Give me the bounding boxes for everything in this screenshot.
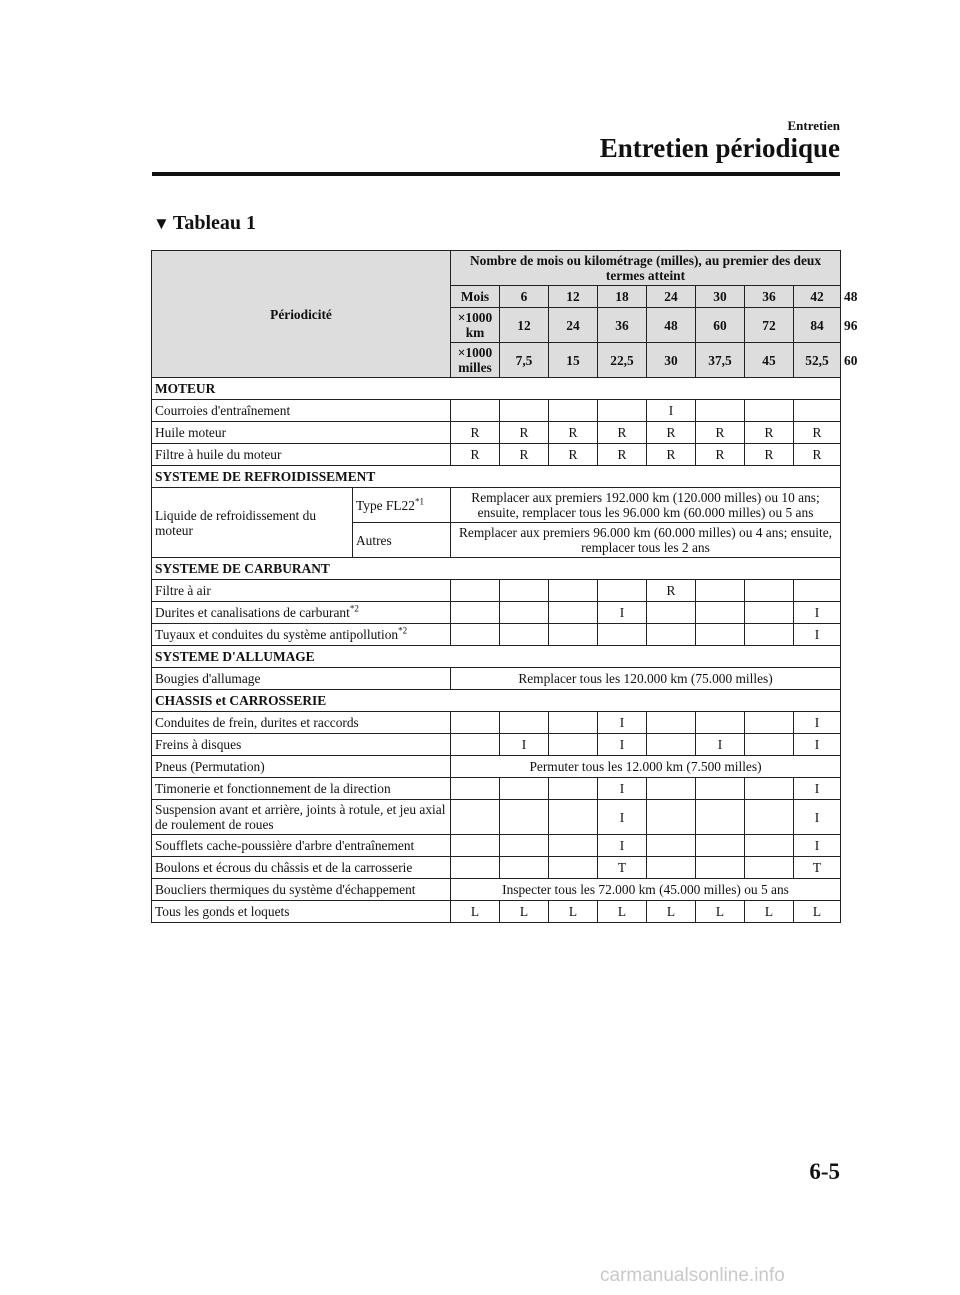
table-row — [152, 778, 841, 800]
schedule-cell — [500, 712, 549, 734]
interval-cell: 36 — [745, 286, 794, 308]
section-title: SYSTEME DE CARBURANT — [152, 558, 841, 580]
schedule-cell: L — [549, 901, 598, 923]
schedule-cell — [745, 712, 794, 734]
table-row — [152, 400, 841, 422]
item-label: Courroies d'entraînement — [152, 400, 451, 422]
schedule-cell — [451, 835, 500, 857]
item-label: Tuyaux et conduites du système antipollution$^{*2}$ — [152, 624, 451, 646]
item-label: Tous les gonds et loquets — [152, 901, 451, 923]
schedule-cell: L — [745, 901, 794, 923]
table-row — [152, 580, 841, 602]
schedule-cell — [451, 778, 500, 800]
schedule-cell: L — [500, 901, 549, 923]
item-label: Liquide de refroidissement du moteur — [152, 488, 353, 558]
schedule-cell: I — [794, 778, 841, 800]
schedule-cell — [745, 835, 794, 857]
item-label: Freins à disques — [152, 734, 451, 756]
schedule-cell — [696, 857, 745, 879]
interval-cell: 12 — [500, 308, 549, 343]
schedule-cell — [549, 580, 598, 602]
interval-cell: 12 — [549, 286, 598, 308]
section-moteur — [152, 378, 841, 400]
coolant-type-label: Autres — [353, 523, 451, 558]
section-refroidissement — [152, 466, 841, 488]
footnote-ref: *1 — [414, 496, 424, 507]
schedule-text: Remplacer aux premiers 96.000 km (60.000 milles) ou 4 ans; ensuite, remplacer tous les 2 ans — [451, 523, 841, 558]
table-row — [152, 422, 841, 444]
schedule-cell — [696, 400, 745, 422]
item-label: Suspension avant et arrière, joints à rotule, et jeu axial de roulement de roues — [152, 800, 451, 835]
section-title: SYSTEME DE REFROIDISSEMENT — [152, 466, 841, 488]
schedule-text: Remplacer tous les 120.000 km (75.000 milles) — [451, 668, 841, 690]
schedule-cell — [500, 800, 549, 835]
schedule-cell — [647, 835, 696, 857]
table-row — [152, 756, 841, 778]
schedule-cell: R — [794, 422, 841, 444]
interval-row-km: ×1000 km 12 24 36 48 60 72 84 96 — [152, 308, 841, 343]
schedule-cell: I — [794, 624, 841, 646]
schedule-cell — [745, 580, 794, 602]
periodicity-label: Périodicité — [152, 251, 451, 378]
schedule-cell: R — [500, 422, 549, 444]
item-label: Huile moteur — [152, 422, 451, 444]
interval-cell: 18 — [598, 286, 647, 308]
schedule-cell — [647, 800, 696, 835]
schedule-cell — [451, 400, 500, 422]
interval-cell: 45 — [745, 343, 794, 378]
schedule-cell: L — [451, 901, 500, 923]
interval-cell: 48 — [647, 308, 696, 343]
schedule-cell — [696, 800, 745, 835]
schedule-cell — [696, 602, 745, 624]
section-carburant — [152, 558, 841, 580]
schedule-cell: I — [794, 602, 841, 624]
schedule-cell — [696, 835, 745, 857]
interval-cell: 60 — [696, 308, 745, 343]
table-row — [152, 444, 841, 466]
coolant-type-label: Type FL22$^{*1}$ — [353, 488, 451, 523]
schedule-cell: R — [549, 444, 598, 466]
schedule-cell — [647, 624, 696, 646]
schedule-cell: R — [451, 422, 500, 444]
schedule-cell: I — [598, 778, 647, 800]
schedule-cell: L — [696, 901, 745, 923]
schedule-cell — [745, 800, 794, 835]
section-title: MOTEUR — [152, 378, 841, 400]
interval-cell: 42 — [794, 286, 841, 308]
schedule-cell: I — [794, 835, 841, 857]
table-row — [152, 712, 841, 734]
table-title — [153, 212, 256, 235]
schedule-cell — [549, 712, 598, 734]
item-label: Bougies d'allumage — [152, 668, 451, 690]
schedule-text: Inspecter tous les 72.000 km (45.000 milles) ou 5 ans — [451, 879, 841, 901]
section-chassis — [152, 690, 841, 712]
schedule-cell — [549, 857, 598, 879]
schedule-cell: I — [647, 400, 696, 422]
schedule-cell — [500, 602, 549, 624]
item-label: Filtre à huile du moteur — [152, 444, 451, 466]
schedule-cell — [598, 400, 647, 422]
schedule-cell — [696, 712, 745, 734]
schedule-cell — [696, 624, 745, 646]
schedule-cell — [549, 400, 598, 422]
triangle-down-icon: ▼ — [153, 214, 170, 233]
schedule-text: Remplacer aux premiers 192.000 km (120.000 milles) ou 10 ans; ensuite, remplacer tous les 96.000 km (60.000 milles) ou 5 ans — [451, 488, 841, 523]
table-row — [152, 602, 841, 624]
schedule-cell — [745, 602, 794, 624]
schedule-cell: I — [500, 734, 549, 756]
interval-cell: 7,5 — [500, 343, 549, 378]
schedule-cell — [500, 835, 549, 857]
schedule-cell: I — [696, 734, 745, 756]
interval-cell: 30 — [647, 343, 696, 378]
schedule-cell: R — [794, 444, 841, 466]
schedule-cell — [745, 400, 794, 422]
table-row — [152, 624, 841, 646]
interval-row-months: Mois 6 12 18 24 30 36 42 48 — [152, 286, 841, 308]
schedule-cell: R — [647, 444, 696, 466]
interval-cell: 22,5 — [598, 343, 647, 378]
schedule-cell — [794, 580, 841, 602]
schedule-cell: R — [647, 422, 696, 444]
interval-cell: 6 — [500, 286, 549, 308]
schedule-cell — [500, 624, 549, 646]
schedule-cell — [794, 400, 841, 422]
schedule-cell: L — [794, 901, 841, 923]
schedule-cell — [549, 800, 598, 835]
schedule-cell: R — [451, 444, 500, 466]
table-title-text: Tableau 1 — [172, 212, 257, 234]
table-row — [152, 901, 841, 923]
table-row — [152, 800, 841, 835]
item-label: Pneus (Permutation) — [152, 756, 451, 778]
table-row — [152, 734, 841, 756]
schedule-cell — [647, 857, 696, 879]
schedule-cell — [647, 778, 696, 800]
schedule-cell: T — [598, 857, 647, 879]
schedule-cell — [500, 778, 549, 800]
schedule-cell — [745, 778, 794, 800]
schedule-cell — [500, 400, 549, 422]
schedule-cell — [549, 602, 598, 624]
interval-label: ×1000 km — [451, 308, 500, 343]
table-row — [152, 857, 841, 879]
interval-cell: 15 — [549, 343, 598, 378]
schedule-cell: I — [598, 835, 647, 857]
section-title: SYSTEME D'ALLUMAGE — [152, 646, 841, 668]
page-number: 6-5 — [809, 1159, 840, 1184]
schedule-cell — [647, 712, 696, 734]
schedule-cell: R — [598, 422, 647, 444]
schedule-cell — [451, 734, 500, 756]
schedule-cell: I — [794, 712, 841, 734]
interval-caption: Nombre de mois ou kilométrage (milles), au premier des deux termes atteint — [451, 251, 841, 286]
schedule-cell: I — [598, 734, 647, 756]
section-allumage — [152, 646, 841, 668]
schedule-cell — [745, 857, 794, 879]
schedule-cell — [549, 835, 598, 857]
schedule-cell: I — [794, 800, 841, 835]
schedule-cell — [500, 857, 549, 879]
item-label: Conduites de frein, durites et raccords — [152, 712, 451, 734]
schedule-cell — [451, 800, 500, 835]
schedule-cell — [451, 580, 500, 602]
footnote-ref: *2 — [349, 603, 359, 614]
item-label: Soufflets cache-poussière d'arbre d'entraînement — [152, 835, 451, 857]
schedule-cell: R — [647, 580, 696, 602]
schedule-cell: L — [647, 901, 696, 923]
interval-cell: 72 — [745, 308, 794, 343]
schedule-cell — [745, 624, 794, 646]
schedule-cell — [696, 580, 745, 602]
schedule-cell — [451, 857, 500, 879]
schedule-cell: R — [598, 444, 647, 466]
footnote-ref: *2 — [398, 625, 408, 636]
section-title: CHASSIS et CARROSSERIE — [152, 690, 841, 712]
table-row — [152, 488, 841, 523]
schedule-text: Permuter tous les 12.000 km (7.500 milles) — [451, 756, 841, 778]
schedule-cell — [745, 734, 794, 756]
item-label: Boucliers thermiques du système d'échappement — [152, 879, 451, 901]
interval-cell: 36 — [598, 308, 647, 343]
maintenance-table — [151, 250, 858, 923]
schedule-cell: R — [500, 444, 549, 466]
schedule-cell: R — [696, 444, 745, 466]
interval-row-miles: ×1000 milles 7,5 15 22,5 30 37,5 45 52,5 60 — [152, 343, 841, 378]
interval-cell: 24 — [549, 308, 598, 343]
interval-label: ×1000 milles — [451, 343, 500, 378]
page-title: Entretien périodique — [599, 133, 840, 163]
interval-cell: 52,5 — [794, 343, 841, 378]
interval-label: Mois — [451, 286, 500, 308]
watermark: carmanualsonline.info — [600, 1265, 785, 1286]
schedule-cell — [549, 734, 598, 756]
item-label: Timonerie et fonctionnement de la direction — [152, 778, 451, 800]
header-rule — [152, 172, 840, 176]
schedule-cell — [451, 624, 500, 646]
item-label: Boulons et écrous du châssis et de la carrosserie — [152, 857, 451, 879]
interval-cell: 84 — [794, 308, 841, 343]
schedule-cell — [451, 602, 500, 624]
schedule-cell: I — [794, 734, 841, 756]
schedule-cell: R — [745, 422, 794, 444]
schedule-cell — [647, 602, 696, 624]
schedule-cell: L — [598, 901, 647, 923]
schedule-cell — [696, 778, 745, 800]
interval-cell: 37,5 — [696, 343, 745, 378]
schedule-cell — [549, 778, 598, 800]
schedule-cell: R — [745, 444, 794, 466]
interval-cell: 30 — [696, 286, 745, 308]
table-row — [152, 835, 841, 857]
schedule-cell — [500, 580, 549, 602]
schedule-cell — [598, 624, 647, 646]
schedule-cell — [598, 580, 647, 602]
table-row — [152, 668, 841, 690]
item-label: Durites et canalisations de carburant$^{*2}$ — [152, 602, 451, 624]
schedule-cell: R — [549, 422, 598, 444]
schedule-cell: I — [598, 800, 647, 835]
item-label: Filtre à air — [152, 580, 451, 602]
schedule-cell — [451, 712, 500, 734]
schedule-cell: R — [696, 422, 745, 444]
schedule-cell: I — [598, 602, 647, 624]
schedule-cell — [647, 734, 696, 756]
interval-cell: 24 — [647, 286, 696, 308]
header-row-caption — [152, 251, 841, 286]
schedule-cell: I — [598, 712, 647, 734]
header-section-label: Entretien — [787, 118, 840, 133]
schedule-cell: T — [794, 857, 841, 879]
schedule-cell — [549, 624, 598, 646]
table-row — [152, 879, 841, 901]
